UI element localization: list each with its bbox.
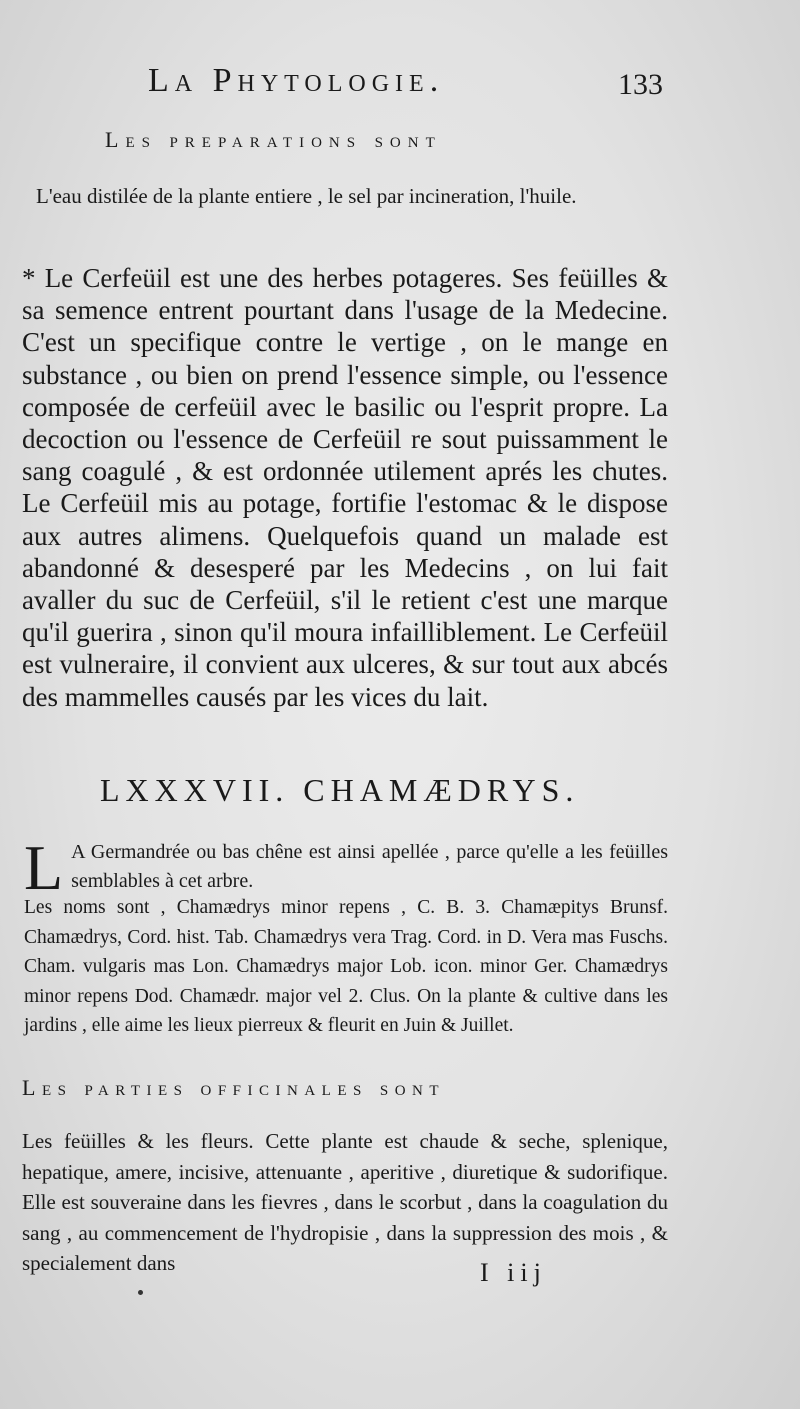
- chamaedrys-intro-paragraph: [24, 832, 668, 903]
- chamaedrys-intro-text: A Germandrée ou bas chêne est ainsi apellée , parce qu'elle a les feüilles semblables à cet arbre.: [71, 841, 668, 892]
- section-heading-preparations: Les preparations sont: [105, 127, 442, 152]
- running-title: La Phytologie.: [148, 62, 445, 99]
- ink-speck: [138, 1290, 143, 1295]
- chapter-title-chamaedrys: LXXXVII. CHAMÆDRYS.: [100, 772, 580, 808]
- drop-cap: L: [24, 832, 64, 903]
- parties-officinales-paragraph: Les feüilles & les fleurs. Cette plante est chaude & seche, splenique, hepatique, amere, incisive, attenuante , aperitive , diuretique & sudorifique. Elle est souveraine dans les fievres , dans le scorbut , dans la coagulation du sang , au commencement de l'hydropisie , dans la suppression des mois , & specialement dans: [22, 1129, 668, 1275]
- signature-mark: I iij: [480, 1258, 547, 1287]
- preparations-paragraph: L'eau distilée de la plante entiere , le sel par incineration, l'huile.: [36, 184, 577, 208]
- page-number: 133: [618, 68, 663, 101]
- cerfeuil-paragraph: * Le Cerfeüil est une des herbes potageres. Ses feüilles & sa semence entrent pourtant dans l'usage de la Medecine. C'est un specifique contre le vertige , on le mange en substance , ou bien on prend l'essence simple, ou l'essence composée de cerfeüil avec le basilic ou l'esprit propre. La decoction ou l'essence de Cerfeüil re sout puissamment le sang coagulé , & est ordonnée utilement aprés les chutes. Le Cerfeüil mis au potage, fortifie l'estomac & le dispose aux autres alimens. Quelquefois quand un malade est abandonné & desesperé par les Medecins , on lui fait avaller du suc de Cerfeüil, s'il le retient c'est une marque qu'il guerira , sinon qu'il moura infailliblement. Le Cerfeüil est vulneraire, il convient aux ulceres, & sur tout aux abcés des mammelles causés par les vices du lait.: [22, 263, 668, 712]
- section-heading-parties-officinales: Les parties officinales sont: [22, 1075, 446, 1100]
- chamaedrys-names-paragraph: Les noms sont , Chamædrys minor repens , C. B. 3. Chamæpitys Brunsf. Chamædrys, Cord. hist. Tab. Chamædrys vera Trag. Cord. in D. Vera mas Fuschs. Cham. vulgaris mas Lon. Chamædrys major Lob. icon. minor Ger. Chamædrys minor repens Dod. Chamædr. major vel 2. Clus. On la plante & cultive dans les jardins , elle aime les lieux pierreux & fleurit en Juin & Juillet.: [24, 897, 668, 1037]
